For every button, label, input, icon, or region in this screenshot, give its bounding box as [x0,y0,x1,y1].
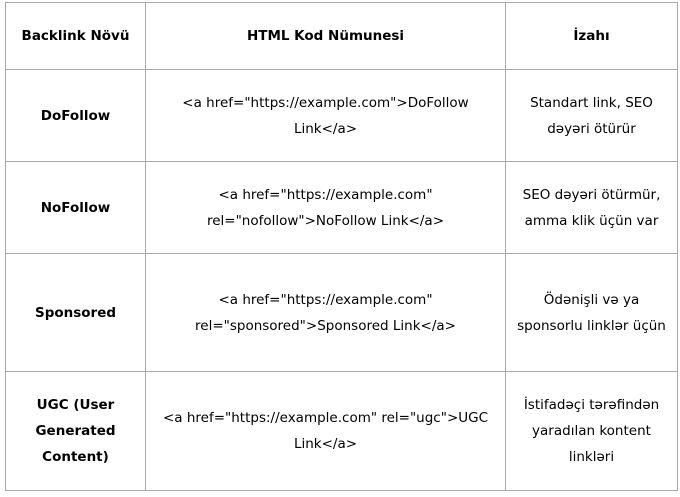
backlink-type-cell: Sponsored [6,254,146,372]
header-backlink-type: Backlink Növü [6,3,146,70]
table-row [6,372,678,491]
description-cell: Ödənişli və ya sponsorlu linklər üçün [506,254,678,372]
backlink-type-cell: UGC (User Generated Content) [6,372,146,491]
description-cell: İstifadəçi tərəfindən yaradılan kontent linkləri [506,372,678,491]
backlink-type-cell: DoFollow [6,70,146,162]
html-code-cell: <a href="https://example.com" rel="ugc">UGC Link</a> [146,372,506,491]
backlink-types-table [5,2,678,491]
table-row [6,254,678,372]
html-code-cell: <a href="https://example.com" rel="nofollow">NoFollow Link</a> [146,162,506,254]
html-code-cell: <a href="https://example.com">DoFollow Link</a> [146,70,506,162]
backlink-type-cell: NoFollow [6,162,146,254]
header-description: İzahı [506,3,678,70]
table-row [6,70,678,162]
html-code-cell: <a href="https://example.com" rel="sponsored">Sponsored Link</a> [146,254,506,372]
description-cell: Standart link, SEO dəyəri ötürür [506,70,678,162]
table-header-row [6,3,678,70]
table-row [6,162,678,254]
header-html-code: HTML Kod Nümunesi [146,3,506,70]
description-cell: SEO dəyəri ötürmür, amma klik üçün var [506,162,678,254]
